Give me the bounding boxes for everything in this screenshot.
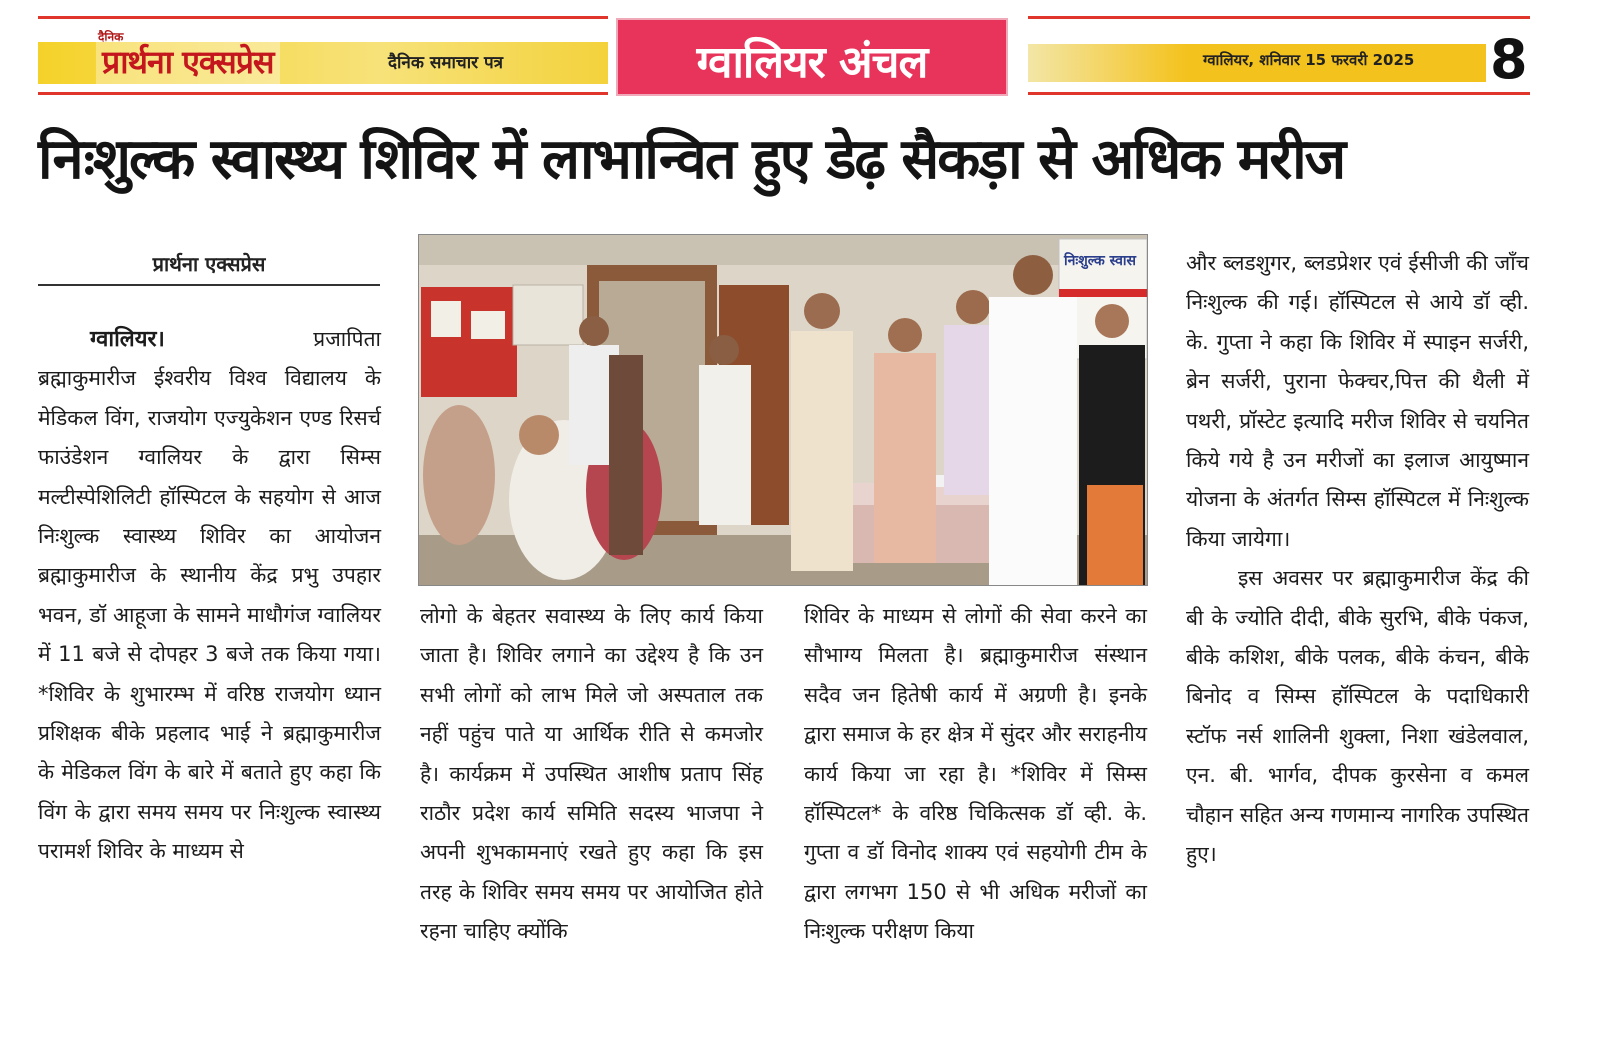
article-photo	[418, 234, 1148, 586]
column-1-text: प्रजापिता ब्रह्माकुमारीज ईश्वरीय विश्व विद्यालय के मेडिकल विंग, राजयोग एज्युकेशन एण्ड रिसर्च फाउंडेशन ग्वालियर के द्वारा सिम्स मल्टीस्पेशिलिटी हॉस्पिटल के सहयोग से आज निःशुल्क स्वास्थ्य शिविर का आयोजन ब्रह्माकुमारीज के स्थानीय केंद्र प्रभु उपहार भवन, डॉ आहूजा के सामने माधौगंज ग्वालियर में 11 बजे से दोपहर 3 बजे तक किया गया। *शिविर के शुभारम्भ में वरिष्ठ राजयोग ध्यान प्रशिक्षक बीके प्रहलाद भाई ने ब्रह्माकुमारीज के मेडिकल विंग के बारे में बताते हुए कहा कि विंग के द्वारा समय समय पर निःशुल्क स्वास्थ्य परामर्श शिविर के माध्यम से	[38, 327, 381, 864]
article-column-1	[38, 320, 381, 872]
issue-date: ग्वालियर, शनिवार 15 फरवरी 2025	[1203, 51, 1415, 69]
masthead	[38, 14, 1530, 98]
newspaper-tagline: दैनिक समाचार पत्र	[388, 53, 504, 73]
page-number: 8	[1490, 28, 1528, 91]
article-column-3	[804, 597, 1147, 952]
newspaper-logo: प्रार्थना एक्सप्रेस	[96, 40, 280, 84]
article-column-2	[420, 597, 763, 952]
photo-illustration	[419, 235, 1148, 586]
brand-prefix: दैनिक	[98, 30, 124, 44]
byline-divider	[38, 284, 380, 286]
article-column-4	[1186, 244, 1529, 875]
masthead-rule-bottom-left	[38, 92, 608, 95]
section-title: ग्वालियर अंचल	[696, 37, 928, 88]
column-4-paragraph-2: इस अवसर पर ब्रह्माकुमारीज केंद्र की बी के ज्योति दीदी, बीके सुरभि, बीके पंकज, बीके कशिश, बीके पलक, बीके कंचन, बीके बिनोद व सिम्स हॉस्पिटल के पदाधिकारी स्टॉफ नर्स शालिनी शुक्ला, निशा खंडेलवाल, एन. बी. भार्गव, दीपक कुरसेना व कमल चौहान सहित अन्य गणमान्य नागरिक उपस्थित हुए।	[1186, 566, 1529, 867]
column-3-text: शिविर के माध्यम से लोगों की सेवा करने का सौभाग्य मिलता है। ब्रह्माकुमारीज संस्थान सदैव जन हितेषी कार्य में अग्रणी है। इनके द्वारा समाज के हर क्षेत्र में सुंदर और सराहनीय कार्य किया जा रहा है। *शिविर में सिम्स हॉस्पिटल* के वरिष्ठ चिकित्सक डॉ व्ही. के. गुप्ता व डॉ विनोद शाक्य एवं सहयोगी टीम के द्वारा लगभग 150 से भी अधिक मरीजों का निःशुल्क परीक्षण किया	[804, 604, 1147, 944]
photo-banner-text: निःशुल्क स्वास	[1064, 253, 1137, 269]
section-banner	[616, 18, 1008, 96]
article-byline: प्रार्थना एक्सप्रेस	[152, 252, 266, 276]
masthead-rule-bottom-right	[1028, 92, 1530, 95]
column-4-paragraph-1: और ब्लडशुगर, ब्लडप्रेशर एवं ईसीजी की जाँच निःशुल्क की गई। हॉस्पिटल से आये डॉ व्ही. के. गुप्ता ने कहा कि शिविर में स्पाइन सर्जरी, ब्रेन सर्जरी, पुराना फेक्चर,पित्त की थैली में पथरी, प्रॉस्टेट इत्यादि मरीज शिविर से चयनित किये गये है उन मरीजों का इलाज आयुष्मान योजना के अंतर्गत सिम्स हॉस्पिटल में निःशुल्क किया जायेगा।	[1186, 251, 1529, 551]
article-dateline: ग्वालियर।	[90, 327, 165, 352]
column-2-text: लोगो के बेहतर सवास्थ्य के लिए कार्य किया जाता है। शिविर लगाने का उद्देश्य है कि उन सभी लोगों को लाभ मिले जो अस्पताल तक नहीं पहुंच पाते या आर्थिक रीति से कमजोर है। कार्यक्रम में उपस्थित आशीष प्रताप सिंह राठौर प्रदेश कार्य समिति सदस्य भाजपा ने अपनी शुभकामनाएं रखते हुए कहा कि इस तरह के शिविर समय समय पर आयोजित होते रहना चाहिए क्योंकि	[420, 604, 763, 944]
article-headline: निःशुल्क स्वास्थ्य शिविर में लाभान्वित हुए डेढ़ सैकड़ा से अधिक मरीज	[38, 127, 1345, 192]
masthead-rule-top-right	[1028, 16, 1530, 19]
masthead-rule-top-left	[38, 16, 608, 19]
